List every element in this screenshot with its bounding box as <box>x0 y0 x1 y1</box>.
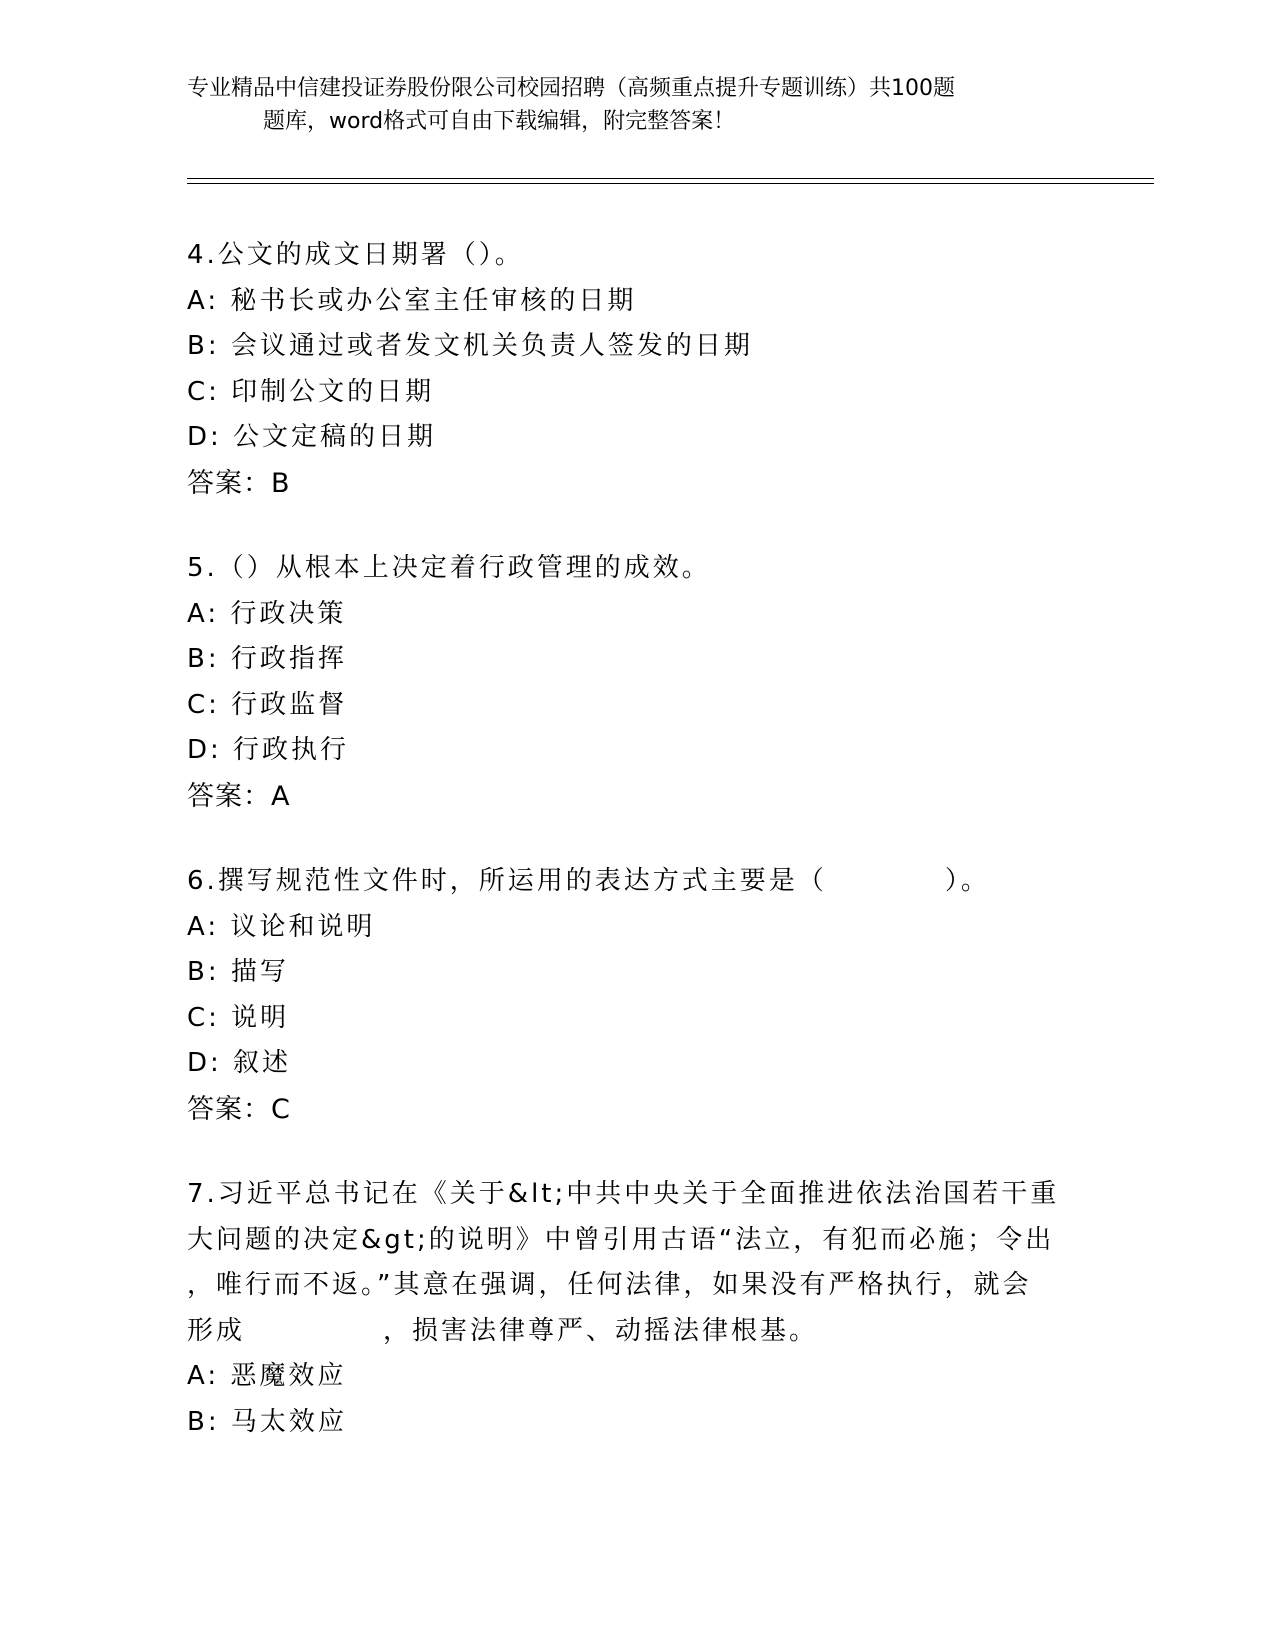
option-b: B: 马太效应 <box>187 1406 347 1437</box>
option-d: D: 叙述 <box>187 1048 292 1078</box>
option-a: A: 行政决策 <box>187 598 347 629</box>
header-divider-bottom <box>187 183 1154 184</box>
option-c: C: 印制公文的日期 <box>187 376 435 407</box>
header-title-line-2: 题库，word格式可自由下载编辑，附完整答案！ <box>263 109 736 134</box>
answer: 答案：B <box>187 467 291 499</box>
option-a: A: 议论和说明 <box>187 911 376 942</box>
header-divider-top <box>187 178 1154 179</box>
question-stem-end: ，损害法律尊严、动摇法律根基。 <box>383 1315 819 1346</box>
question-5 <box>187 546 1067 819</box>
header-title-line-1: 专业精品中信建投证券股份限公司校园招聘（高频重点提升专题训练）共100题 <box>187 76 955 101</box>
option-c: C: 行政监督 <box>187 689 348 720</box>
option-d: D: 行政执行 <box>187 735 350 765</box>
question-stem <box>187 859 1067 905</box>
option-b: B: 行政指挥 <box>187 644 347 674</box>
question-list <box>187 233 1067 1485</box>
option-b: B: 描写 <box>187 957 289 987</box>
question-stem-line-3: ，唯行而不返。”其意在强调，任何法律，如果没有严格执行，就会 <box>187 1270 1032 1300</box>
option-b: B: 会议通过或者发文机关负责人签发的日期 <box>187 331 753 361</box>
question-stem-end: ）。 <box>944 866 990 896</box>
document-header <box>187 72 1087 138</box>
option-d: D: 公文定稿的日期 <box>187 422 437 452</box>
question-stem: 4.公文的成文日期署（）。 <box>187 240 524 270</box>
question-4 <box>187 233 1067 506</box>
option-c: C: 说明 <box>187 1002 290 1033</box>
question-stem-line-2: 大问题的决定&gt;的说明》中曾引用古语“法立，有犯而必施；令出 <box>187 1224 1055 1255</box>
question-stem: 5.（）从根本上决定着行政管理的成效。 <box>187 553 711 583</box>
question-6 <box>187 859 1067 1132</box>
option-a: A: 秘书长或办公室主任审核的日期 <box>187 285 637 316</box>
option-a: A: 恶魔效应 <box>187 1361 347 1391</box>
answer: 答案：A <box>187 780 291 812</box>
answer: 答案：C <box>187 1093 291 1125</box>
question-stem-line-1: 7.习近平总书记在《关于&lt;中共中央关于全面推进依法治国若干重 <box>187 1179 1060 1209</box>
question-stem-start: 形成 <box>187 1315 246 1346</box>
question-stem-start: 6.撰写规范性文件时，所运用的表达方式主要是（ <box>187 866 827 896</box>
question-stem-line-4 <box>187 1309 1067 1355</box>
question-7 <box>187 1172 1067 1445</box>
